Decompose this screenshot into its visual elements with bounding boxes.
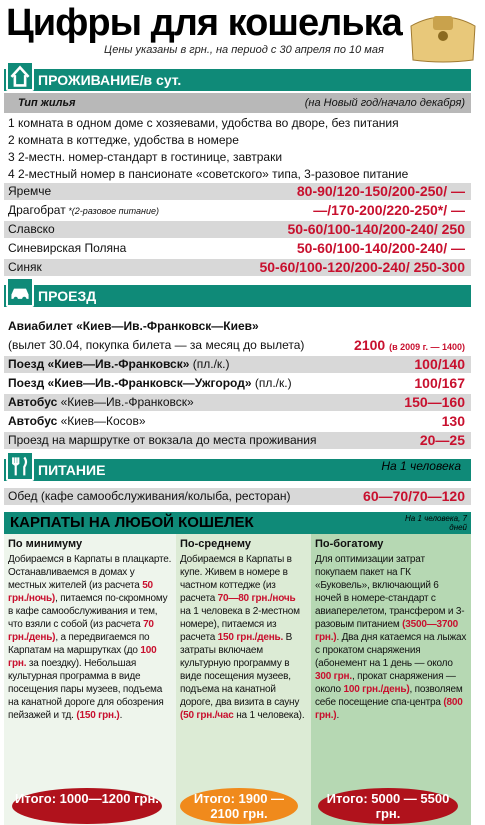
house-icon [6, 61, 34, 91]
place-value: 50-60/100-120/200-240/ 250-300 [259, 259, 465, 275]
col-note: (на Новый год/начало декабря) [304, 97, 465, 109]
price-highlight: (3500—3700 грн.) [315, 619, 458, 643]
lodging-type-row: 1 комната в одном доме с хозяевами, удобства во дворе, без питания [8, 116, 399, 130]
column-total: Итого: 1900 — 2100 грн. [180, 788, 298, 824]
travel-bold: Поезд «Киев—Ив.-Франковск—Ужгород» [8, 376, 252, 390]
place-value: —/170-200/220-250*/ — [313, 202, 465, 218]
lodging-type-row: 3 2-местн. номер-стандарт в гостинице, завтраки [8, 150, 283, 164]
price-highlight: (800 грн.) [315, 697, 463, 721]
place-name: Славско [8, 222, 55, 236]
travel-row [4, 413, 471, 430]
price-highlight: 100 грн. [8, 645, 157, 669]
lodging-title: ПРОЖИВАНИЕ/в сут. [38, 72, 182, 88]
column-total: Итого: 5000 — 5500 грн. [318, 788, 458, 824]
travel-rest: Проезд на маршрутке от вокзала до места проживания [8, 433, 317, 447]
food-row [4, 488, 471, 505]
carpathians-column [176, 534, 311, 825]
car-icon [6, 277, 34, 307]
lodging-table-header [4, 93, 471, 113]
column-text: Для оптимизации затрат покупаем пакет на ГК «Буковель», включающий 6 ночей в номере-стандарт с авиаперелетом, трансфером и 3-разовым питанием (3500—3700 грн.). Два дня катаемся на лыжах с прокатом снаряжения (абонемент на 1 день — около 300 грн., прокат снаряжения — около 100 грн./день), позволяем себе посещение спа-центра (800 грн.). [315, 554, 467, 721]
travel-rest: «Киев—Косов» [57, 414, 146, 428]
col-type: Тип жилья [18, 97, 76, 109]
price-highlight: 150 грн./день. [217, 632, 284, 643]
place-note: *(2-разовое питание) [65, 206, 159, 216]
place-name: Синевирская Поляна [8, 241, 127, 255]
carpathians-header [4, 512, 471, 534]
price-highlight: 50 грн./ночь) [8, 580, 153, 604]
column-heading: По минимуму [8, 538, 83, 550]
travel-value: 150—160 [404, 394, 465, 410]
column-text: Добираемся в Карпаты в купе. Живем в номере в частном коттедже (из расчета 70—80 грн./ночь на 1 человека в 2-местном номере), питаемся из расчета 150 грн./день. В затраты включаем культурную программу в виде посещения музеев, подъема на канатной дороге, два визита в сауну (50 грн./час на 1 человека). [180, 554, 305, 721]
food-title: ПИТАНИЕ [38, 462, 106, 478]
travel-bold: Поезд «Киев—Ив.-Франковск» [8, 357, 190, 371]
carpathians-column [4, 534, 176, 825]
fork-knife-icon [6, 451, 34, 481]
travel-rest: (пл./к.) [251, 376, 292, 390]
place-name: Драгобрат [8, 203, 66, 217]
price-highlight: (50 грн./час [180, 710, 234, 721]
place-name: Синяк [8, 260, 42, 274]
place-value: 80-90/120-150/200-250/ — [296, 183, 465, 199]
travel-title: ПРОЕЗД [38, 288, 97, 304]
lodging-place-row [4, 259, 471, 276]
food-per: На 1 человека [381, 459, 461, 473]
lodging-place-row [4, 183, 471, 200]
column-heading: По-среднему [180, 538, 251, 550]
column-heading: По-богатому [315, 538, 384, 550]
carpathians-per: На 1 человека, 7 дней [405, 514, 467, 532]
travel-rest: (пл./к.) [189, 357, 230, 371]
carpathians-title: КАРПАТЫ НА ЛЮБОЙ КОШЕЛЕК [10, 514, 254, 531]
place-name: Яремче [8, 184, 52, 198]
travel-bold: Автобус [8, 414, 58, 428]
lodging-place-row [4, 240, 471, 257]
travel-value: 130 [441, 413, 465, 429]
lodging-type-row: 2 комната в коттедже, удобства в номере [8, 133, 239, 147]
air-label-row [4, 318, 471, 335]
lodging-place-row [4, 202, 471, 220]
lodging-section-header [4, 69, 471, 91]
price-highlight: 70—80 грн./ночь [217, 593, 296, 604]
column-text: Добираемся в Карпаты в плацкарте. Останавливаемся в домах у местных жителей (из расчета 50 грн./ночь), питаемся по-скромному в кафе самообслуживания и тем, что взяли с собой (из расчета 70 грн./день), а передвигаемся по Карпатам на маршрутках (до 100 грн. за поездку). Небольшая культурная программа в виде посещения пары музеев, подъема на канатной дороге для обозрения пейзажей и тд. (150 грн.). [8, 554, 172, 721]
price-highlight: 100 грн./день) [343, 684, 410, 695]
air-note: (в 2009 г. — 1400) [389, 342, 465, 352]
column-total: Итого: 1000—1200 грн. [12, 788, 162, 824]
lodging-place-row [4, 221, 471, 238]
travel-bold: Автобус [8, 395, 58, 409]
price-highlight: 300 грн. [315, 671, 352, 682]
price-highlight: 70 грн./день) [8, 619, 154, 643]
travel-rest: «Киев—Ив.-Франковск» [57, 395, 194, 409]
food-section-header [4, 459, 471, 481]
place-value: 50-60/100-140/200-240/ — [296, 240, 465, 256]
food-label: Обед (кафе самообслуживания/колыба, ресторан) [8, 489, 291, 503]
lodging-type-row: 4 2-местный номер в пансионате «советского» типа, 3-разовое питание [8, 167, 409, 181]
wallet-icon [405, 6, 481, 64]
air-value: 2100 [354, 337, 386, 353]
air-detail: (вылет 30.04, покупка билета — за месяц до вылета) [8, 338, 305, 352]
page-subtitle: Цены указаны в грн., на период с 30 апреля по 10 мая [104, 44, 384, 56]
travel-value: 20—25 [419, 432, 465, 448]
air-detail-row [4, 337, 471, 354]
air-label: Авиабилет «Киев—Ив.-Франковск—Киев» [8, 319, 259, 333]
travel-value: 100/140 [414, 356, 465, 372]
travel-row [4, 432, 471, 449]
food-value: 60—70/70—120 [363, 488, 465, 504]
travel-row [4, 375, 471, 392]
travel-row [4, 394, 471, 411]
place-value: 50-60/100-140/200-240/ 250 [287, 221, 465, 237]
price-highlight: (150 грн.) [76, 710, 120, 721]
travel-row [4, 356, 471, 373]
travel-value: 100/167 [414, 375, 465, 391]
travel-section-header [4, 285, 471, 307]
page-title: Цифры для кошелька [6, 2, 402, 44]
carpathians-column [311, 534, 471, 825]
